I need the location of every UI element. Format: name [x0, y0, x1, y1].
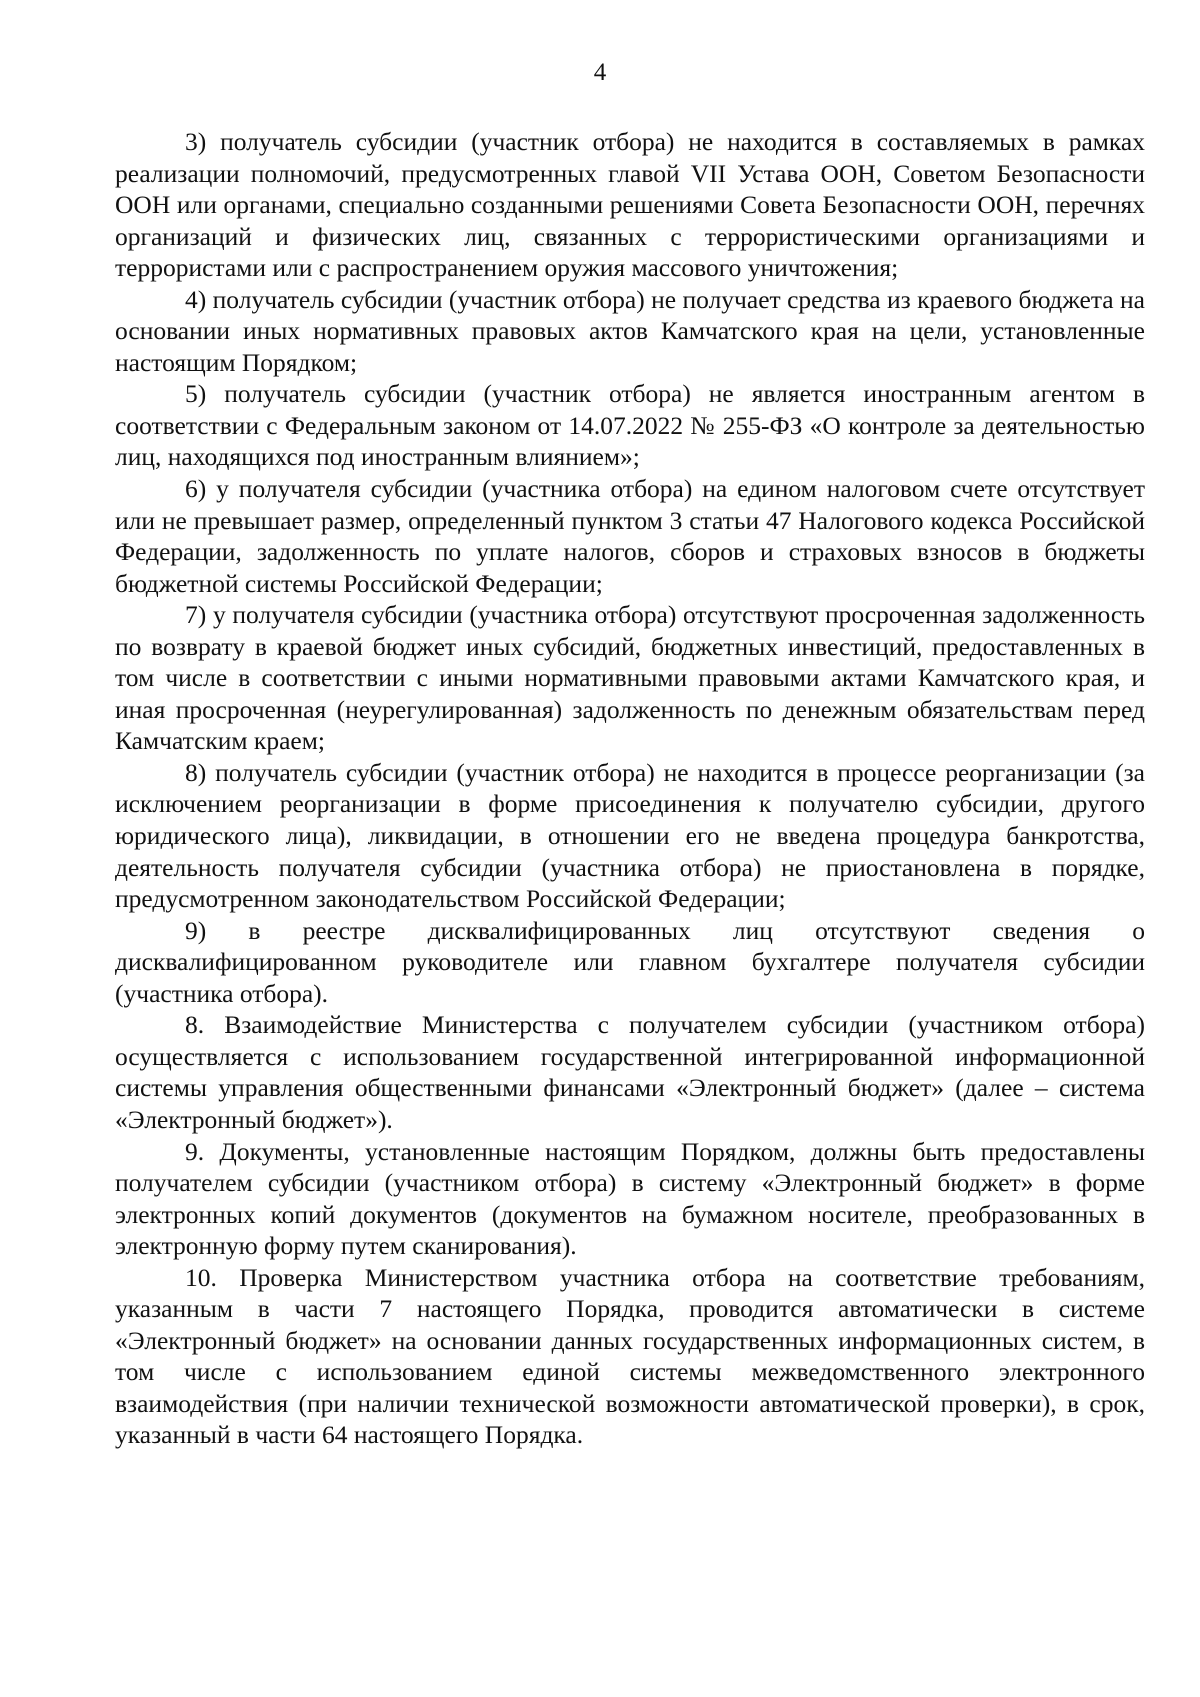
paragraph-section-8: 8. Взаимодействие Министерства с получателем субсидии (участником отбора) осуществляется с использованием государственной интегрированной информационной системы управления общественными финансами «Электронный бюджет» (далее – система «Электронный бюджет»). [115, 1010, 1145, 1134]
paragraph-item-5: 5) получатель субсидии (участник отбора) не является иностранным агентом в соответствии с Федеральным законом от 14.07.2022 № 255-ФЗ «О контроле за деятельностью лиц, находящихся под иностранным влиянием»; [115, 379, 1145, 472]
paragraph-item-3: 3) получатель субсидии (участник отбора) не находится в составляемых в рамках реализации полномочий, предусмотренных главой VII Устава ООН, Советом Безопасности ООН или органами, специально созданными решениями Совета Безопасности ООН, перечнях организаций и физических лиц, связанных с террористическими организациями и террористами или с распространением оружия массового уничтожения; [115, 127, 1145, 283]
paragraph-item-7: 7) у получателя субсидии (участника отбора) отсутствуют просроченная задолженность по возврату в краевой бюджет иных субсидий, бюджетных инвестиций, предоставленных в том числе в соответствии с иными нормативными правовыми актами Камчатского края, и иная просроченная (неурегулированная) задолженность по денежным обязательствам перед Камчатским краем; [115, 600, 1145, 756]
document-body [115, 126, 1145, 1451]
paragraph-item-4: 4) получатель субсидии (участник отбора) не получает средства из краевого бюджета на основании иных нормативных правовых актов Камчатского края на цели, установленные настоящим Порядком; [115, 284, 1145, 377]
paragraph-item-9: 9) в реестре дисквалифицированных лиц отсутствуют сведения о дисквалифицированном руководителе или главном бухгалтере получателя субсидии (участника отбора). [115, 915, 1145, 1008]
paragraph-section-10: 10. Проверка Министерством участника отбора на соответствие требованиям, указанным в части 7 настоящего Порядка, проводится автоматически в системе «Электронный бюджет» на основании данных государственных информационных систем, в том числе с использованием единой системы межведомственного электронного взаимодействия (при наличии технической возможности автоматической проверки), в срок, указанный в части 64 настоящего Порядка. [115, 1262, 1145, 1450]
paragraph-item-6: 6) у получателя субсидии (участника отбора) на едином налоговом счете отсутствует или не превышает размер, определенный пунктом 3 статьи 47 Налогового кодекса Российской Федерации, задолженность по уплате налогов, сборов и страховых взносов в бюджеты бюджетной системы Российской Федерации; [115, 474, 1145, 598]
page-number: 4 [593, 59, 607, 86]
paragraph-section-9: 9. Документы, установленные настоящим Порядком, должны быть предоставлены получателем субсидии (участником отбора) в систему «Электронный бюджет» в форме электронных копий документов (документов на бумажном носителе, преобразованных в электронную форму путем сканирования). [115, 1136, 1145, 1261]
paragraph-item-8: 8) получатель субсидии (участник отбора) не находится в процессе реорганизации (за исключением реорганизации в форме присоединения к получателю субсидии, другого юридического лица), ликвидации, в отношении его не введена процедура банкротства, деятельность получателя субсидии (участника отбора) не приостановлена в порядке, предусмотренном законодательством Российской Федерации; [115, 757, 1145, 914]
